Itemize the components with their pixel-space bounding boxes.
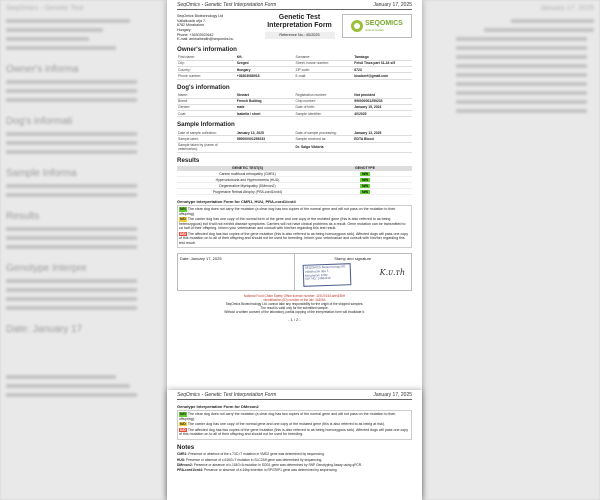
field-value: 990000001259233 xyxy=(353,98,412,104)
field-value: Tamásgo xyxy=(353,55,412,61)
company-address xyxy=(177,14,257,42)
stamp-line: SEQOMICS Biotechnology Kft. xyxy=(304,264,346,271)
field-label: Date of sample collection: xyxy=(177,130,236,136)
owner-table xyxy=(177,55,412,80)
company-line: E-mail: animalhealth@seqomics.hu xyxy=(177,37,234,42)
legend-text: The carrier dog has one copy of the normal form of the gene and one copy of the mutated gene (this is also referred to as being heterozygous) but it will not exhibit disease symptoms. Carriers will not have clinical problems as a result. Gene mutation can be transmitted to ca half of their offspring. Inform your veterinarian and consult with him/her regarding this test result. xyxy=(179,217,406,231)
field-value: French Bulldog xyxy=(236,98,295,104)
document-page-2 xyxy=(167,390,422,500)
header-date: January 17, 2025 xyxy=(373,2,412,8)
field-value: Not provided xyxy=(353,92,412,98)
note-code: CMR1: xyxy=(177,452,188,457)
field-value: male xyxy=(236,104,295,110)
field-label: Street, house number: xyxy=(295,60,354,66)
field-label: Chip number: xyxy=(295,98,354,104)
legend-item xyxy=(179,422,410,426)
stamp-line: VAT NO: 14694119 xyxy=(304,276,331,282)
footer-line: The result is valid only for the submitted sample. xyxy=(260,306,329,311)
field-label: Sample received as: xyxy=(295,136,354,142)
signature-section xyxy=(177,253,412,291)
company-line: SeqOmics Biotechnology Ltd xyxy=(177,14,224,19)
field-label: First name: xyxy=(177,55,236,61)
test-name: Hyperuricosuria and Hyperuricemia (HUU) xyxy=(177,177,318,183)
footer-notes xyxy=(177,294,412,314)
legend-text: The clear dog does not carry the mutation (a clear dog has two copies of the normal gene and will not pass on the mutation to their offspring). xyxy=(179,207,396,216)
background-right-column: January 17, 2025 xyxy=(450,0,600,500)
stamp-line: Vállalkozók útja 7. xyxy=(304,268,329,274)
license-line: National Food Chain Safety Office license number: 119/2015/LabNEBIH xyxy=(243,294,346,299)
stamp-line: Mórahalom 6782 xyxy=(304,272,328,278)
field-value: Hungary xyxy=(236,67,295,73)
lab-id-line: Identification (ID) number of the lab: 118084 xyxy=(263,298,326,303)
field-label: Breed: xyxy=(177,98,236,104)
field-label: Name: xyxy=(177,92,236,98)
field-value: January 13, 2025 xyxy=(236,130,295,136)
note-text: Presence or absence of the c.73C>T mutation in VMD2 gene was determined by sequencing. xyxy=(188,452,325,457)
field-label: Sample identifier: xyxy=(295,111,354,117)
legend-text: The affected dog has two copies of the gene mutation (this is also referred to as being homozygous sick). Affected dogs will pass one copy of this mutation on to all of their offspring and should not be used for breeding. xyxy=(179,427,409,437)
interpretation-title: Genotype Interpretation Form for DMexon2 xyxy=(177,404,259,410)
note-item xyxy=(177,468,412,472)
field-label: City: xyxy=(177,60,236,66)
note-text: Presence or absence of c.616G>T mutation in SLC2A9 gene was determined by sequencing. xyxy=(186,457,323,462)
owner-heading: Owner's information xyxy=(177,45,237,53)
field-value: 40/2025 xyxy=(353,111,412,117)
letterhead xyxy=(177,14,412,42)
legend-text: The affected dog has two copies of the gene mutation (this is also referred to as being homozygous sick). Affected dogs will pass one copy of this mutation on to all of their offspring and should not be used for breeding. Inform your veterinarian and consult with him/her regarding this test result. xyxy=(179,231,409,245)
note-text: Presence or absence of a 44bp insertion in RPGRIP1 gene was determined by sequencing. xyxy=(203,467,338,472)
field-value: kisaloref@gmail.com xyxy=(353,73,412,79)
footer-line: Without a written consent of the laboratory, partial copying of the interpretation form will invalidate it. xyxy=(224,310,365,315)
logo-name: SEQOMICS xyxy=(365,20,403,27)
legend-item xyxy=(179,412,410,421)
running-title: SeqOmics - Genetic Test Interpretation Form xyxy=(177,392,277,398)
field-value: Dr. Salgo Viktória xyxy=(295,142,354,153)
results-table xyxy=(177,166,412,196)
genotype-badge: N/N xyxy=(362,189,368,194)
field-value xyxy=(353,142,412,153)
note-code: PRA-cord1/crd4: xyxy=(177,467,204,472)
field-label: Registration number: xyxy=(295,92,354,98)
legend-text: The clear dog does not carry the mutation (a clear dog has two copies of the normal gene and will not pass on the mutation to their offspring). xyxy=(179,412,396,421)
field-label: Date of birth: xyxy=(295,104,354,110)
legend-item xyxy=(179,207,410,216)
field-value: January 15, 2024 xyxy=(353,104,412,110)
footer-line: SeqOmics Biotechnology Ltd. cannot take any responsibility for the origin of the shipped samples. xyxy=(225,302,364,307)
field-label: Gender: xyxy=(177,104,236,110)
legend-badge: N/D xyxy=(180,422,186,427)
field-label: Surname: xyxy=(295,55,354,61)
header-date: January 17, 2025 xyxy=(373,392,412,398)
field-label: Sample taken by (name of veterinarian): xyxy=(177,142,236,153)
legend-badge: N/N xyxy=(180,207,186,212)
genotype-badge: N/N xyxy=(362,177,368,182)
company-stamp xyxy=(302,263,351,287)
legend-item xyxy=(179,428,410,437)
field-value xyxy=(236,142,295,153)
interpretation-legend xyxy=(177,410,412,439)
logo-mark-icon xyxy=(351,20,363,32)
field-label: Sample label: xyxy=(177,136,236,142)
field-value: January 13, 2025 xyxy=(353,130,412,136)
field-value: 6723 xyxy=(353,67,412,73)
signature-date: Date: January 17, 2025 xyxy=(178,254,295,290)
legend-badge: N/N xyxy=(180,412,186,417)
field-label: Coat: xyxy=(177,111,236,117)
dog-heading: Dog's information xyxy=(177,83,230,91)
table-row xyxy=(177,142,412,153)
interpretation-legend xyxy=(177,205,412,248)
company-line: Phone: +36303922642 xyxy=(177,32,214,37)
note-item xyxy=(177,452,412,456)
genotype-badge: N/N xyxy=(362,183,368,188)
running-header xyxy=(177,0,412,10)
legend-item xyxy=(179,217,410,230)
field-value: EDTA Blood xyxy=(353,136,412,142)
page-number: - 1 / 2 - xyxy=(288,317,301,323)
note-item xyxy=(177,463,412,467)
table-row xyxy=(177,189,412,195)
legend-item xyxy=(179,232,410,245)
note-item xyxy=(177,458,412,462)
field-value: Isabella / short xyxy=(236,111,295,117)
field-label: E-mail: xyxy=(295,73,354,79)
note-text: Presence or absence of c.118G>A mutation in SOD1 gene was determined by SNP Genotyping Assay using qPCR. xyxy=(193,462,363,467)
dog-table xyxy=(177,92,412,117)
interpretation-title: Genotype Interpretation Form for CMR1, HUU, PRA-cord1/crd4 xyxy=(177,199,296,205)
results-heading: Results xyxy=(177,157,200,165)
field-value: Kft. xyxy=(236,55,295,61)
genotype-badge: N/N xyxy=(362,171,368,176)
sample-heading: Sample Information xyxy=(177,121,235,129)
legend-badge: D/D xyxy=(180,427,186,432)
reference-number: Reference No.: 40/2025 xyxy=(265,32,335,39)
col-genetic-test: GENETIC TEST(S) xyxy=(177,166,318,171)
document-title: Genetic Test Interpretation Form xyxy=(267,14,332,30)
field-value: Szeged xyxy=(236,60,295,66)
field-label: Country: xyxy=(177,67,236,73)
test-name: Canine multifocal retinopathy (CMR1) xyxy=(177,171,318,177)
field-value: Felső Tisza part 31-34 s/5 xyxy=(353,60,412,66)
stamp-label: Stamp and signature xyxy=(334,256,372,262)
running-title: SeqOmics - Genetic Test Interpretation Form xyxy=(177,2,277,8)
company-line: 6782 Mórahalom xyxy=(177,23,204,28)
logo-subtitle: Animal Health xyxy=(365,27,384,32)
test-name: Degenerative Myelopathy (DMexon2) xyxy=(177,183,318,189)
field-label: Phone number: xyxy=(177,73,236,79)
company-line: Hungary xyxy=(177,28,191,33)
test-name: Progressive Retinal Atrophy (PRA-cord1/crd4) xyxy=(177,189,318,195)
field-value: +36303088918 xyxy=(236,73,295,79)
legend-badge: N/D xyxy=(180,217,186,222)
stamp-area xyxy=(295,254,412,290)
company-line: Vállalkozók utja 7. xyxy=(177,18,206,23)
notes-list xyxy=(177,452,412,471)
note-code: DMexon2: xyxy=(177,462,193,467)
field-label: Date of sample processing: xyxy=(295,130,354,136)
running-header xyxy=(177,390,412,400)
legend-text: The carrier dog has one copy of the normal gene and one copy of the mutated gene (this is also referred to as being at risk). xyxy=(187,422,386,427)
field-value: 990000001259233 xyxy=(236,136,295,142)
table-row xyxy=(177,73,412,79)
col-genotype: GENOTYPE xyxy=(318,166,412,171)
document-title-box xyxy=(265,14,335,39)
legend-badge: D/D xyxy=(180,231,186,236)
notes-heading: Notes xyxy=(177,443,195,451)
background-left-column: SeqOmics - Genetic Test Owner's informa Dog's informati Sample Informa Results Genotype Interpre Date: January 17 xyxy=(0,0,150,500)
table-row xyxy=(177,111,412,117)
field-value: Stewart xyxy=(236,92,295,98)
field-label: ZIP code: xyxy=(295,67,354,73)
seqomics-logo xyxy=(342,14,412,38)
sample-table xyxy=(177,130,412,153)
note-code: HUU: xyxy=(177,457,186,462)
handwritten-signature: K.ᴜ.ᴛh xyxy=(379,268,405,278)
